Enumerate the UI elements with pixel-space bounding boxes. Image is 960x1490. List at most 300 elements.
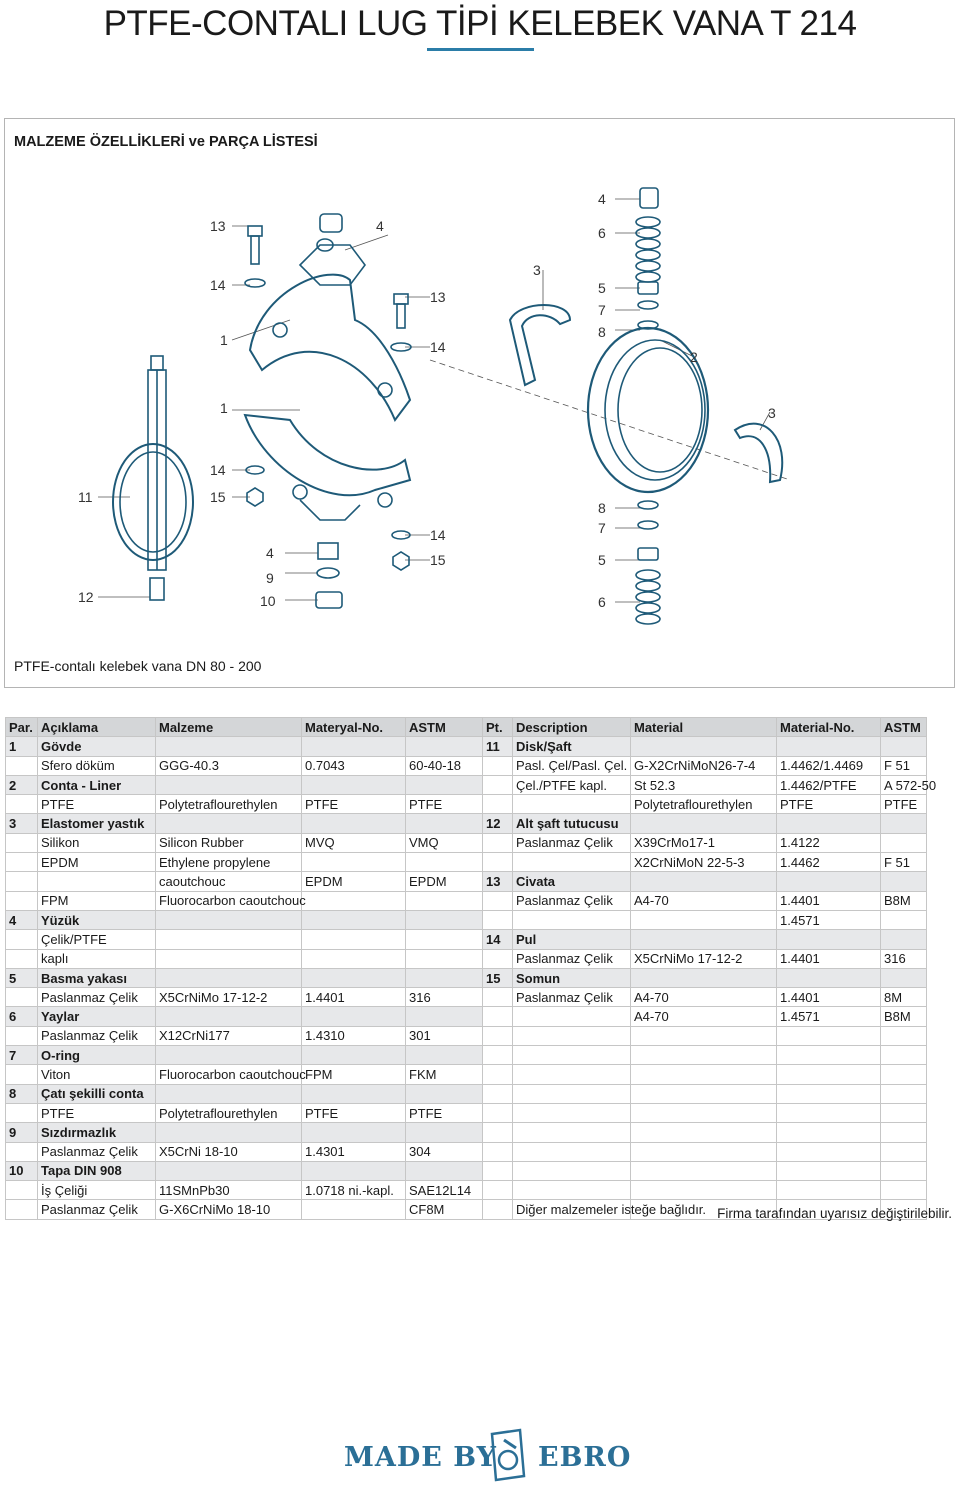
table-cell	[631, 1161, 777, 1180]
part-number-label: 9	[266, 570, 274, 586]
part-number-label: 14	[430, 339, 446, 355]
table-cell	[513, 1084, 631, 1103]
table-cell: 13	[483, 872, 513, 891]
table-cell	[631, 1046, 777, 1065]
table-cell: EPDM	[302, 872, 406, 891]
table-cell	[156, 968, 302, 987]
table-cell: A4-70	[631, 891, 777, 910]
table-cell: 4	[6, 910, 38, 929]
table-cell: 3	[6, 814, 38, 833]
table-cell	[406, 1161, 483, 1180]
table-cell: CF8M	[406, 1200, 483, 1219]
table-cell: Gövde	[38, 737, 156, 756]
part-number-label: 14	[210, 277, 226, 293]
table-cell: 1.4462/PTFE	[777, 775, 881, 794]
table-cell	[6, 1142, 38, 1161]
table-cell	[777, 968, 881, 987]
table-cell	[406, 968, 483, 987]
table-cell	[513, 1161, 631, 1180]
table-cell	[156, 910, 302, 929]
table-row	[6, 1123, 927, 1142]
table-cell: 301	[406, 1026, 483, 1045]
part-number-label: 4	[598, 191, 606, 207]
table-row	[6, 853, 927, 872]
table-cell	[631, 737, 777, 756]
table-cell	[483, 910, 513, 929]
table-cell: X12CrNi177	[156, 1026, 302, 1045]
table-cell: Conta - Liner	[38, 775, 156, 794]
table-row	[6, 1161, 927, 1180]
table-cell: Paslanmaz Çelik	[513, 891, 631, 910]
table-cell: X5CrNiMo 17-12-2	[156, 988, 302, 1007]
table-cell: VMQ	[406, 833, 483, 852]
table-cell: 1.4301	[302, 1142, 406, 1161]
table-cell: 316	[881, 949, 927, 968]
table-cell: PTFE	[302, 795, 406, 814]
table-row	[6, 1181, 927, 1200]
table-cell	[777, 1084, 881, 1103]
table-header-cell: ASTM	[406, 718, 483, 737]
table-cell	[406, 949, 483, 968]
part-number-label: 7	[598, 302, 606, 318]
part-number-label: 8	[598, 324, 606, 340]
table-cell	[6, 1026, 38, 1045]
table-cell: F 51	[881, 756, 927, 775]
table-cell: 10	[6, 1161, 38, 1180]
table-cell	[302, 853, 406, 872]
footnote: Firma tarafından uyarısız değiştirilebilir.	[717, 1206, 952, 1221]
table-cell	[302, 1161, 406, 1180]
table-cell: 5	[6, 968, 38, 987]
part-number-label: 11	[78, 489, 93, 505]
table-cell	[513, 853, 631, 872]
table-cell	[631, 1123, 777, 1142]
table-cell	[777, 1046, 881, 1065]
table-cell	[513, 1181, 631, 1200]
diagram-caption: PTFE-contalı kelebek vana DN 80 - 200	[14, 658, 262, 674]
table-cell: FKM	[406, 1065, 483, 1084]
table-cell	[6, 872, 38, 891]
table-cell: 316	[406, 988, 483, 1007]
table-row	[6, 1046, 927, 1065]
table-cell	[881, 814, 927, 833]
table-cell: Sızdırmazlık	[38, 1123, 156, 1142]
title-underline	[427, 48, 534, 51]
table-cell	[881, 833, 927, 852]
table-cell	[302, 775, 406, 794]
table-cell: 1.4122	[777, 833, 881, 852]
table-cell	[156, 1046, 302, 1065]
part-number-label: 6	[598, 594, 606, 610]
table-row	[6, 1065, 927, 1084]
table-cell	[513, 1103, 631, 1122]
table-cell	[406, 1007, 483, 1026]
table-cell: 1	[6, 737, 38, 756]
table-cell: FPM	[38, 891, 156, 910]
table-cell	[631, 1142, 777, 1161]
table-row	[6, 891, 927, 910]
part-number-label: 14	[430, 527, 446, 543]
table-cell: kaplı	[38, 949, 156, 968]
table-cell: Çel./PTFE kapl.	[513, 775, 631, 794]
table-cell	[631, 968, 777, 987]
table-cell: Silicon Rubber	[156, 833, 302, 852]
page-title: PTFE-CONTALI LUG TİPİ KELEBEK VANA T 214	[103, 4, 857, 43]
table-cell	[406, 1046, 483, 1065]
table-cell	[483, 853, 513, 872]
part-number-label: 1	[220, 332, 228, 348]
table-cell: O-ring	[38, 1046, 156, 1065]
table-cell: X39CrMo17-1	[631, 833, 777, 852]
table-cell: G-X2CrNiMoN26-7-4	[631, 756, 777, 775]
table-cell: 11SMnPb30	[156, 1181, 302, 1200]
table-cell	[302, 930, 406, 949]
table-cell	[302, 1007, 406, 1026]
table-cell: B8M	[881, 1007, 927, 1026]
table-cell	[6, 756, 38, 775]
table-cell: Tapa DIN 908	[38, 1161, 156, 1180]
exploded-valve-diagram	[0, 160, 960, 650]
table-cell	[483, 795, 513, 814]
table-cell: 11	[483, 737, 513, 756]
table-cell: Elastomer yastık	[38, 814, 156, 833]
table-cell	[156, 814, 302, 833]
table-cell: Paslanmaz Çelik	[38, 1200, 156, 1219]
table-cell	[406, 737, 483, 756]
table-cell: EPDM	[406, 872, 483, 891]
part-number-label: 8	[598, 500, 606, 516]
table-header-row	[6, 718, 927, 737]
table-cell	[631, 1026, 777, 1045]
table-cell	[631, 1181, 777, 1200]
table-cell: Sfero döküm	[38, 756, 156, 775]
table-row	[6, 795, 927, 814]
part-number-label: 4	[266, 545, 274, 561]
table-cell: 7	[6, 1046, 38, 1065]
table-cell	[156, 1161, 302, 1180]
table-cell	[6, 853, 38, 872]
table-cell	[156, 949, 302, 968]
table-cell: FPM	[302, 1065, 406, 1084]
table-cell: Yüzük	[38, 910, 156, 929]
table-header-cell: Description	[513, 718, 631, 737]
table-cell	[881, 1084, 927, 1103]
table-cell: Paslanmaz Çelik	[38, 1142, 156, 1161]
table-cell	[6, 930, 38, 949]
table-cell	[483, 1046, 513, 1065]
table-row	[6, 1026, 927, 1045]
table-row	[6, 756, 927, 775]
table-header-cell: ASTM	[881, 718, 927, 737]
table-cell	[631, 910, 777, 929]
table-cell: PTFE	[881, 795, 927, 814]
table-header-cell: Pt.	[483, 718, 513, 737]
table-cell: Viton	[38, 1065, 156, 1084]
ebro-emblem-icon	[480, 1426, 532, 1484]
part-number-label: 12	[78, 589, 94, 605]
table-cell: 1.4462/1.4469	[777, 756, 881, 775]
table-row	[6, 910, 927, 929]
table-cell: 14	[483, 930, 513, 949]
table-row	[6, 1084, 927, 1103]
table-cell: X2CrNiMoN 22-5-3	[631, 853, 777, 872]
table-cell	[483, 1103, 513, 1122]
table-cell	[631, 814, 777, 833]
table-cell	[777, 930, 881, 949]
table-cell	[406, 1123, 483, 1142]
table-cell: Paslanmaz Çelik	[513, 833, 631, 852]
table-header-cell: Par.	[6, 718, 38, 737]
table-cell	[302, 1084, 406, 1103]
table-cell: 8	[6, 1084, 38, 1103]
table-cell	[513, 1142, 631, 1161]
table-cell: 1.4571	[777, 1007, 881, 1026]
table-cell	[6, 833, 38, 852]
table-cell: Alt şaft tutucusu	[513, 814, 631, 833]
table-row	[6, 814, 927, 833]
table-cell: X5CrNiMo 17-12-2	[631, 949, 777, 968]
table-cell: Polytetraflourethylen	[631, 795, 777, 814]
table-cell	[881, 1103, 927, 1122]
table-cell: Yaylar	[38, 1007, 156, 1026]
table-cell	[777, 1103, 881, 1122]
table-cell: A4-70	[631, 988, 777, 1007]
table-cell: 1.4310	[302, 1026, 406, 1045]
table-cell	[483, 891, 513, 910]
table-cell	[881, 872, 927, 891]
table-cell: A 572-50	[881, 775, 927, 794]
table-cell	[6, 1065, 38, 1084]
table-cell: 1.4401	[777, 891, 881, 910]
part-number-label: 13	[430, 289, 446, 305]
table-cell	[881, 1123, 927, 1142]
table-cell	[406, 775, 483, 794]
table-cell: PTFE	[302, 1103, 406, 1122]
table-cell	[38, 872, 156, 891]
table-cell: SAE12L14	[406, 1181, 483, 1200]
table-cell: 60-40-18	[406, 756, 483, 775]
table-cell: PTFE	[38, 795, 156, 814]
part-number-label: 1	[220, 400, 228, 416]
table-cell	[777, 1142, 881, 1161]
table-cell	[777, 1161, 881, 1180]
table-cell: Polytetraflourethylen	[156, 795, 302, 814]
table-cell	[6, 949, 38, 968]
table-cell	[483, 1026, 513, 1045]
part-number-label: 3	[768, 405, 776, 421]
table-cell	[483, 1161, 513, 1180]
table-cell	[777, 872, 881, 891]
table-cell: 1.0718 ni.-kapl.	[302, 1181, 406, 1200]
table-cell	[513, 1065, 631, 1084]
part-number-label: 13	[210, 218, 226, 234]
table-cell: Diğer malzemeler isteğe bağlıdır.	[513, 1200, 631, 1219]
table-cell: A4-70	[631, 1007, 777, 1026]
table-cell	[881, 968, 927, 987]
table-header-cell: Malzeme	[156, 718, 302, 737]
table-row	[6, 988, 927, 1007]
table-cell	[483, 1007, 513, 1026]
table-cell: EPDM	[38, 853, 156, 872]
table-cell	[156, 930, 302, 949]
table-cell	[483, 756, 513, 775]
table-cell: 304	[406, 1142, 483, 1161]
table-cell: Basma yakası	[38, 968, 156, 987]
table-cell	[881, 737, 927, 756]
table-cell: caoutchouc	[156, 872, 302, 891]
part-number-label: 6	[598, 225, 606, 241]
table-header-cell: Material	[631, 718, 777, 737]
table-cell	[881, 1046, 927, 1065]
table-cell: Fluorocarbon caoutchouc	[156, 1065, 302, 1084]
table-cell: 2	[6, 775, 38, 794]
table-row	[6, 833, 927, 852]
table-cell	[406, 814, 483, 833]
table-cell	[406, 891, 483, 910]
table-cell	[302, 1046, 406, 1065]
table-cell	[631, 930, 777, 949]
table-cell	[513, 910, 631, 929]
table-cell	[881, 930, 927, 949]
table-cell: 12	[483, 814, 513, 833]
table-cell	[6, 1200, 38, 1219]
table-header-cell: Material-No.	[777, 718, 881, 737]
table-row	[6, 737, 927, 756]
table-cell	[881, 910, 927, 929]
table-row	[6, 775, 927, 794]
table-cell	[406, 930, 483, 949]
table-cell: PTFE	[406, 795, 483, 814]
table-cell	[881, 1142, 927, 1161]
table-cell	[881, 1065, 927, 1084]
table-cell: GGG-40.3	[156, 756, 302, 775]
table-cell	[483, 1065, 513, 1084]
table-cell: Pul	[513, 930, 631, 949]
table-cell	[302, 910, 406, 929]
table-cell: F 51	[881, 853, 927, 872]
table-cell	[406, 910, 483, 929]
table-cell	[483, 1181, 513, 1200]
table-cell	[6, 1181, 38, 1200]
table-cell	[302, 737, 406, 756]
part-number-label: 10	[260, 593, 276, 609]
table-cell	[483, 1142, 513, 1161]
table-row	[6, 872, 927, 891]
table-cell: Civata	[513, 872, 631, 891]
table-row	[6, 930, 927, 949]
table-cell: PTFE	[406, 1103, 483, 1122]
table-cell: Disk/Şaft	[513, 737, 631, 756]
table-cell	[881, 1026, 927, 1045]
table-cell	[631, 872, 777, 891]
table-cell	[6, 891, 38, 910]
table-cell	[302, 968, 406, 987]
table-cell: Paslanmaz Çelik	[513, 988, 631, 1007]
table-cell: 0.7043	[302, 756, 406, 775]
table-cell: 15	[483, 968, 513, 987]
part-number-label: 4	[376, 218, 384, 234]
table-cell	[156, 775, 302, 794]
table-cell	[156, 1007, 302, 1026]
table-cell	[483, 1200, 513, 1219]
parts-table	[5, 717, 937, 1220]
table-cell	[631, 1065, 777, 1084]
table-cell	[483, 988, 513, 1007]
table-cell	[302, 891, 406, 910]
table-cell	[777, 814, 881, 833]
table-cell: İş Çeliği	[38, 1181, 156, 1200]
part-number-label: 3	[533, 262, 541, 278]
table-cell	[513, 795, 631, 814]
table-cell: 6	[6, 1007, 38, 1026]
table-cell: Paslanmaz Çelik	[38, 988, 156, 1007]
table-row	[6, 968, 927, 987]
table-cell: Polytetraflourethylen	[156, 1103, 302, 1122]
table-cell	[631, 1103, 777, 1122]
table-cell: 1.4571	[777, 910, 881, 929]
table-row	[6, 1142, 927, 1161]
table-cell: Silikon	[38, 833, 156, 852]
table-cell	[483, 1084, 513, 1103]
table-cell: Çelik/PTFE	[38, 930, 156, 949]
table-cell	[6, 988, 38, 1007]
table-cell	[777, 1026, 881, 1045]
table-cell: G-X6CrNiMo 18-10	[156, 1200, 302, 1219]
table-cell	[881, 1181, 927, 1200]
part-number-label: 2	[690, 349, 698, 365]
table-cell	[631, 1084, 777, 1103]
table-cell	[777, 1181, 881, 1200]
table-cell	[483, 775, 513, 794]
part-number-label: 7	[598, 520, 606, 536]
table-cell: X5CrNi 18-10	[156, 1142, 302, 1161]
table-row	[6, 1103, 927, 1122]
table-cell	[513, 1046, 631, 1065]
table-cell	[406, 853, 483, 872]
part-number-label: 15	[210, 489, 226, 505]
table-cell	[483, 833, 513, 852]
table-cell: Pasl. Çel/Pasl. Çel.	[513, 756, 631, 775]
table-cell	[483, 1123, 513, 1142]
table-cell	[302, 1123, 406, 1142]
table-row	[6, 1007, 927, 1026]
table-cell: Ethylene propylene	[156, 853, 302, 872]
table-header-cell: Materyal-No.	[302, 718, 406, 737]
logo-left-text: MADE BY	[344, 1442, 497, 1473]
table-cell	[302, 1200, 406, 1219]
table-cell: 9	[6, 1123, 38, 1142]
table-cell	[483, 949, 513, 968]
table-cell	[156, 1123, 302, 1142]
table-cell	[156, 1084, 302, 1103]
table-cell: PTFE	[777, 795, 881, 814]
table-cell: Paslanmaz Çelik	[38, 1026, 156, 1045]
part-number-label: 5	[598, 552, 606, 568]
table-cell	[513, 1026, 631, 1045]
table-cell	[513, 1007, 631, 1026]
table-cell	[406, 1084, 483, 1103]
part-number-label: 14	[210, 462, 226, 478]
table-cell	[513, 1123, 631, 1142]
table-cell	[6, 795, 38, 814]
made-by-ebro-logo	[340, 1426, 630, 1486]
table-cell: 1.4462	[777, 853, 881, 872]
part-number-label: 5	[598, 280, 606, 296]
table-cell: Fluorocarbon caoutchouc	[156, 891, 302, 910]
section-heading: MALZEME ÖZELLİKLERİ ve PARÇA LİSTESİ	[14, 134, 318, 150]
table-cell	[156, 737, 302, 756]
part-number-label: 15	[430, 552, 446, 568]
